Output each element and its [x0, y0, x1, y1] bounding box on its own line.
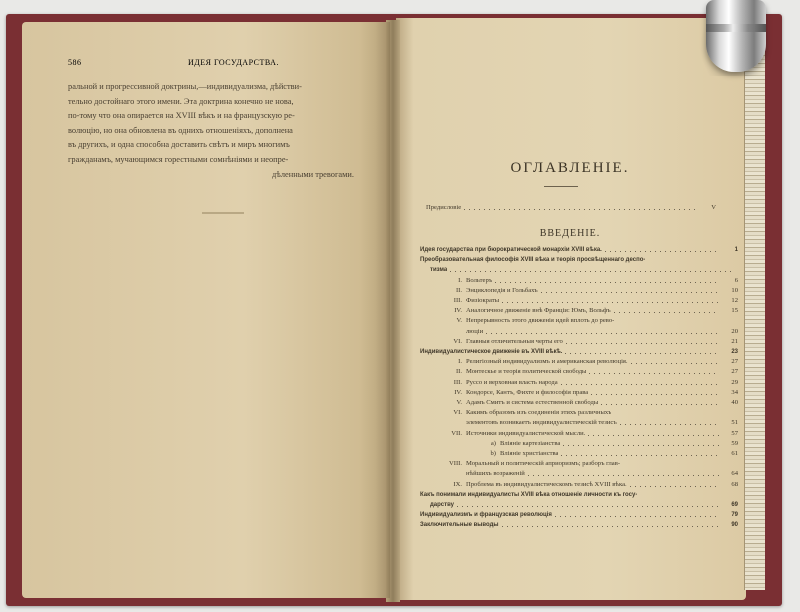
toc-title: ОГЛАВЛЕНІЕ.	[510, 160, 630, 176]
toc-label: Преобразовательная философія XVIII вѣка и теорія просвѣщеннаго деспо-	[420, 257, 646, 264]
toc-leader	[601, 404, 719, 405]
toc-number: IV.	[454, 307, 462, 315]
toc-label: Аналогичное движеніе внѣ Франціи: Юмъ, Вольфъ	[466, 307, 611, 315]
toc-page: 23	[731, 349, 738, 355]
page-edges	[744, 40, 765, 590]
toc-number: VII.	[451, 429, 462, 437]
toc-page: 64	[731, 470, 738, 478]
toc-label: Непрерывность этого движенія идей вплоть до рево-	[466, 317, 615, 325]
weight-ring	[706, 24, 766, 32]
toc-leader	[457, 506, 719, 507]
toc-label: тизма	[430, 267, 448, 274]
toc-number: III.	[453, 297, 462, 304]
toc-leader	[565, 353, 719, 354]
running-title: ИДЕЯ ГОСУДАРСТВА.	[188, 58, 279, 67]
toc-label: Проблема въ индивидуалистическомъ тезисѣ XVIII вѣка.	[466, 480, 627, 488]
toc-page: 29	[731, 378, 738, 386]
toc-page: 61	[731, 450, 738, 457]
toc-label: Индивидуализмъ и французская революція	[420, 512, 552, 519]
toc-page: 10	[731, 286, 738, 294]
toc-entry	[486, 440, 738, 448]
toc-label: элементовъ возникаетъ индивидуалистическій тезисъ	[466, 419, 617, 427]
toc-leader	[502, 302, 719, 303]
toc-number: IX.	[453, 480, 462, 488]
metal-weight	[706, 0, 766, 72]
toc-page: 12	[731, 297, 738, 304]
toc-label: дарству	[430, 502, 454, 508]
toc-entry	[440, 307, 738, 315]
text-line: въ другихъ, и одна способна доставить свѣтъ и миръ многимъ	[68, 140, 290, 150]
toc-label: Индивидуалистическое движеніе въ XVIII вѣкѣ.	[420, 349, 563, 355]
toc-page: 40	[731, 399, 738, 406]
toc-label: Источники индивидуалистической мысли.	[466, 429, 586, 437]
toc-entry	[440, 317, 738, 325]
toc-leader	[605, 251, 719, 252]
toc-entry	[440, 389, 738, 397]
spine-shadow	[360, 22, 390, 598]
toc-page: 51	[731, 419, 738, 427]
toc-leader	[541, 292, 719, 293]
toc-label: Какимъ образомъ изъ соединенія этихъ различныхъ	[466, 409, 612, 417]
toc-leader	[588, 435, 719, 436]
toc-label: Предисловіе	[426, 204, 462, 211]
toc-number: II.	[455, 286, 462, 294]
toc-label: Адамъ Смитъ и система естественной свободы	[466, 399, 599, 406]
toc-page: 90	[731, 522, 738, 529]
toc-page: 79	[731, 512, 738, 519]
toc-page: 27	[731, 368, 738, 376]
toc-entry	[440, 481, 738, 489]
section-end-rule	[202, 212, 244, 214]
toc-leader	[589, 373, 719, 374]
toc-entry-continuation	[466, 470, 738, 478]
toc-leader	[630, 486, 719, 487]
toc-number: I.	[458, 276, 462, 284]
toc-entry	[440, 338, 738, 346]
toc-number: VI.	[453, 409, 462, 417]
toc-page: 15	[731, 307, 738, 315]
toc-entry-continuation	[466, 328, 738, 336]
text-line: по-тому что она опирается на XVIII вѣкъ и на французскую ре-	[68, 111, 295, 121]
toc-entry	[440, 399, 738, 407]
toc-label: Энциклопедія и Гольбахъ	[466, 286, 538, 294]
toc-number: III.	[453, 378, 462, 386]
toc-entry	[420, 491, 738, 499]
toc-page: 34	[731, 388, 738, 396]
text-line: ральной и прогрессивной доктрины,—индивидуализма, дѣйстви-	[68, 82, 302, 91]
toc-label: Какъ понимали индивидуалисты XVIII вѣка отношеніе личности къ госу-	[420, 491, 638, 498]
text-line: тельно достойнаго этого имени. Эта доктрина конечно не нова,	[68, 96, 294, 106]
toc-label: Религіозный индивидуализмъ и американская революція.	[466, 358, 628, 366]
toc-page: 68	[731, 480, 738, 488]
toc-leader	[614, 312, 719, 313]
toc-label: Руссо и верховная власть народа	[466, 378, 558, 386]
toc-label: Монтескье и теорія политической свободы	[466, 368, 587, 376]
toc-leader	[620, 424, 719, 425]
toc-number: V.	[456, 317, 462, 325]
toc-entry-continuation	[466, 419, 738, 427]
toc-leader	[464, 209, 697, 210]
toc-leader	[528, 475, 719, 476]
toc-page: 20	[731, 327, 738, 335]
toc-page: 59	[731, 439, 738, 447]
toc-number: VI.	[453, 337, 462, 345]
toc-number: b)	[490, 450, 496, 457]
toc-entry	[440, 287, 738, 295]
toc-number: II.	[455, 368, 462, 376]
toc-entry	[440, 379, 738, 387]
toc-entry	[420, 246, 738, 254]
toc-entry	[440, 368, 738, 376]
toc-label: Идея государства при бюрократической монархіи XVIII вѣка.	[420, 247, 602, 253]
toc-entry	[440, 297, 738, 305]
toc-label: люціи	[466, 327, 484, 335]
toc-leader	[631, 363, 719, 364]
toc-leader	[495, 282, 719, 283]
toc-number: V.	[456, 399, 462, 406]
toc-leader	[502, 526, 719, 527]
toc-entry	[440, 430, 738, 438]
toc-page: 69	[731, 502, 738, 508]
toc-label: Кондорсе, Кантъ, Фихте и философія права	[466, 388, 589, 396]
toc-label: Вольтеръ	[466, 276, 493, 284]
toc-label: нѣйшихъ возраженій	[466, 470, 525, 478]
toc-number: a)	[490, 439, 496, 447]
toc-page: 57	[731, 429, 738, 437]
toc-number: IV.	[454, 388, 462, 396]
toc-entry-continuation	[430, 266, 738, 274]
page-number: 586	[68, 58, 82, 67]
toc-leader	[555, 516, 719, 517]
toc-leader	[450, 271, 735, 272]
left-page-text	[68, 80, 354, 182]
toc-page: 6	[734, 276, 738, 284]
toc-preface	[426, 204, 716, 212]
toc-page: 21	[731, 337, 738, 345]
toc-leader	[561, 384, 719, 385]
toc-entry	[440, 409, 738, 417]
toc-entry	[420, 521, 738, 529]
toc-entry	[420, 511, 738, 519]
toc-label: Главныя отличительныя черты его	[466, 337, 563, 345]
toc-entry	[440, 460, 738, 468]
toc-leader	[561, 455, 719, 456]
toc-label: Вліяніе христіанства	[500, 450, 559, 457]
toc-entry	[486, 450, 738, 458]
toc-entry	[420, 348, 738, 356]
toc-entry	[440, 358, 738, 366]
toc-label: Заключительные выводы	[420, 522, 499, 529]
toc-number: VIII.	[449, 460, 462, 468]
toc-label: Физіократы	[466, 297, 500, 304]
toc-page: 27	[731, 358, 738, 366]
toc-number: I.	[458, 358, 462, 366]
toc-label: Вліяніе картезіанства	[500, 439, 561, 447]
toc-entry	[420, 256, 738, 264]
toc-page: V	[711, 204, 716, 211]
toc-leader	[486, 333, 719, 334]
toc-entry	[440, 277, 738, 285]
intro-heading: ВВЕДЕНІЕ.	[539, 228, 601, 239]
text-line: дѣленными тревогами.	[272, 169, 354, 179]
toc-page: 1	[734, 247, 738, 253]
toc-leader	[563, 445, 719, 446]
title-underline	[544, 186, 578, 187]
toc-label: Моральный и политическій априоризмъ; разборъ глав-	[466, 460, 621, 468]
text-line: гражданамъ, мучающимся горестными сомнѣніями и неопре-	[68, 154, 289, 164]
toc-leader	[566, 343, 719, 344]
toc-entry-continuation	[430, 501, 738, 509]
toc-leader	[591, 394, 719, 395]
text-line: волюцію, но она обновлена въ однихъ отношеніяхъ, дополнена	[68, 125, 293, 135]
